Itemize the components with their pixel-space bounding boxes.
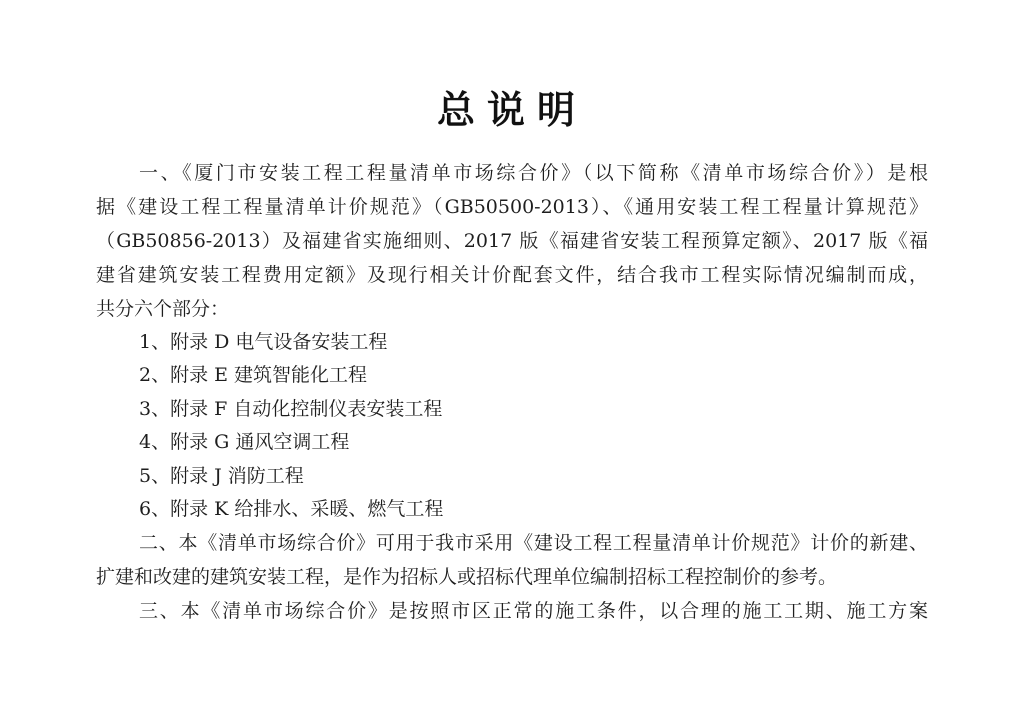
paragraph-1-line-2: 据《建设工程工程量清单计价规范》（GB50500-2013）、《通用安装工程工程量计算规范》 — [96, 196, 928, 218]
list-item: 1、附录 D 电气设备安装工程 — [139, 331, 388, 353]
paragraph-2-line-2: 扩建和改建的建筑安装工程，是作为招标人或招标代理单位编制招标工程控制价的参考。 — [96, 566, 838, 588]
paragraph-1-line-3: （GB50856-2013）及福建省实施细则、2017 版《福建省安装工程预算定额》、2017 版《福 — [96, 230, 928, 252]
page-title: 总说明 — [436, 87, 587, 132]
paragraph-1-line-4: 建省建筑安装工程费用定额》及现行相关计价配套文件，结合我市工程实际情况编制而成， — [96, 264, 928, 286]
paragraph-3-line-1: 三、本《清单市场综合价》是按照市区正常的施工条件，以合理的施工工期、施工方案 — [139, 600, 928, 622]
paragraph-1-line-1: 一、《厦门市安装工程工程量清单市场综合价》（以下简称《清单市场综合价》）是根 — [139, 162, 928, 184]
list-item: 2、附录 E 建筑智能化工程 — [139, 364, 368, 386]
paragraph-1-line-5: 共分六个部分： — [96, 298, 230, 320]
list-item: 4、附录 G 通风空调工程 — [139, 431, 350, 453]
paragraph-2-line-1: 二、本《清单市场综合价》可用于我市采用《建设工程工程量清单计价规范》计价的新建、 — [139, 532, 928, 554]
list-item: 5、附录 J 消防工程 — [139, 465, 304, 487]
list-item: 3、附录 F 自动化控制仪表安装工程 — [139, 398, 443, 420]
list-item: 6、附录 K 给排水、采暖、燃气工程 — [139, 498, 444, 520]
